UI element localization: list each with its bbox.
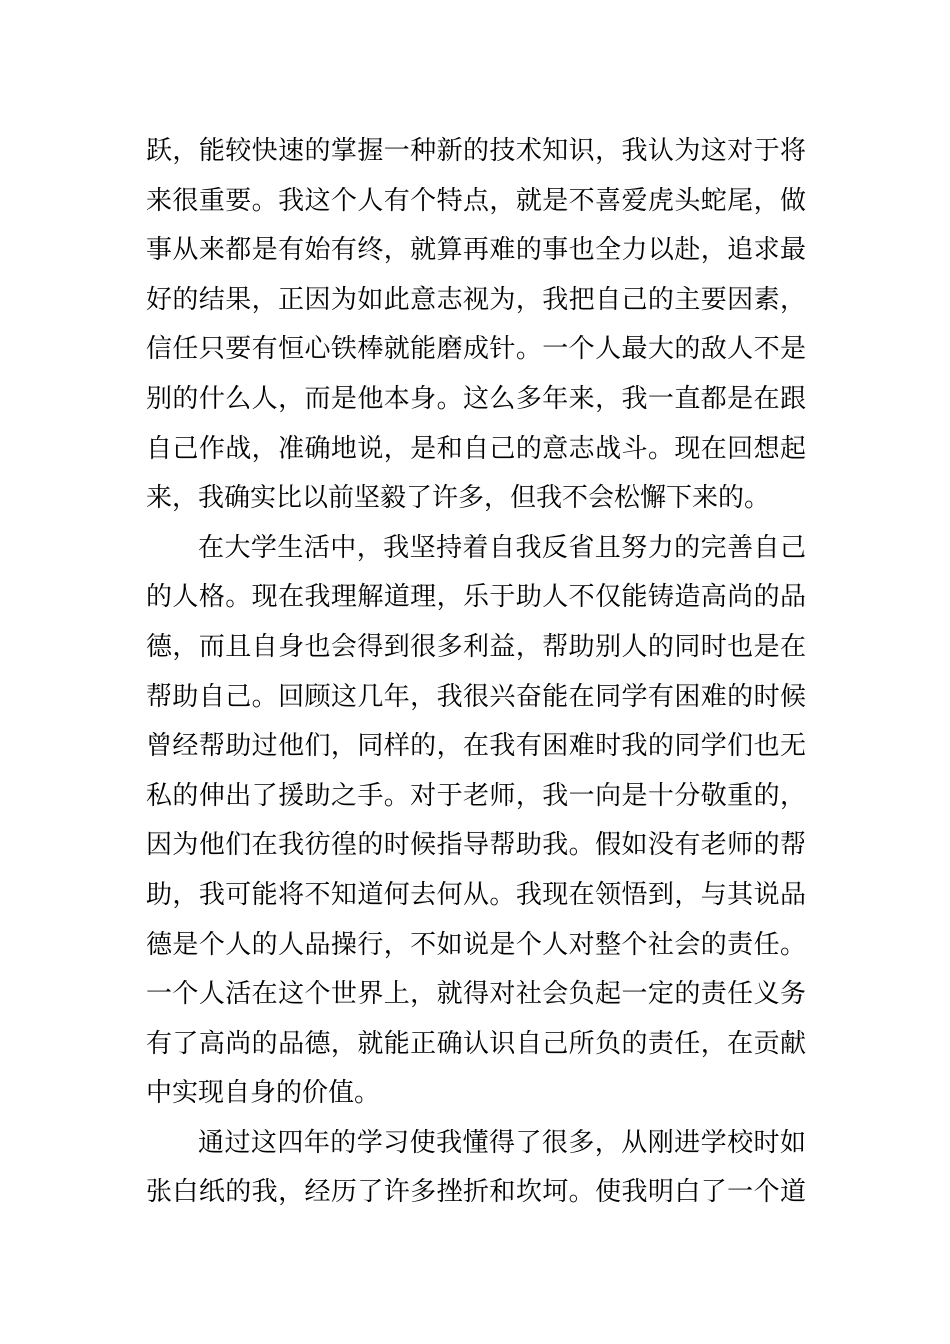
text-line: 来，我确实比以前坚毅了许多，但我不会松懈下来的。 [146,483,771,514]
text-line: 信任只要有恒心铁棒就能磨成针。一个人最大的敌人不是 [146,334,806,365]
text-line: 私的伸出了援助之手。对于老师，我一向是十分敬重的， [146,780,806,811]
text-line: 好的结果，正因为如此意志视为，我把自己的主要因素， [146,284,806,315]
text-line: 一个人活在这个世界上，就得对社会负起一定的责任义务 [146,979,806,1010]
text-line: 帮助自己。回顾这几年，我很兴奋能在同学有困难的时候 [146,681,806,712]
text-line: 事从来都是有始有终，就算再难的事也全力以赴，追求最 [146,235,806,266]
text-line: 通过这四年的学习使我懂得了很多，从刚进学校时如 [198,1127,806,1158]
text-line: 在大学生活中，我坚持着自我反省且努力的完善自己 [198,532,806,563]
text-line: 助，我可能将不知道何去何从。我现在领悟到，与其说品 [146,879,806,910]
text-line: 曾经帮助过他们，同样的，在我有困难时我的同学们也无 [146,731,806,762]
text-line: 来很重要。我这个人有个特点，就是不喜爱虎头蛇尾，做 [146,185,806,216]
text-line: 的人格。现在我理解道理，乐于助人不仅能铸造高尚的品 [146,582,806,613]
text-line: 跃，能较快速的掌握一种新的技术知识，我认为这对于将 [146,136,806,166]
text-line: 德，而且自身也会得到很多利益，帮助别人的同时也是在 [146,631,806,662]
text-line: 因为他们在我彷徨的时候指导帮助我。假如没有老师的帮 [146,830,806,861]
text-line: 张白纸的我，经历了许多挫折和坎坷。使我明白了一个道 [146,1177,806,1208]
body-text [146,127,806,1218]
text-line: 德是个人的人品操行，不如说是个人对整个社会的责任。 [146,929,806,960]
text-line: 有了高尚的品德，就能正确认识自己所负的责任，在贡献 [146,1028,806,1059]
text-line: 自己作战，准确地说，是和自己的意志战斗。现在回想起 [146,433,806,464]
text-line: 中实现自身的价值。 [146,1078,381,1109]
text-line: 别的什么人，而是他本身。这么多年来，我一直都是在跟 [146,383,806,414]
